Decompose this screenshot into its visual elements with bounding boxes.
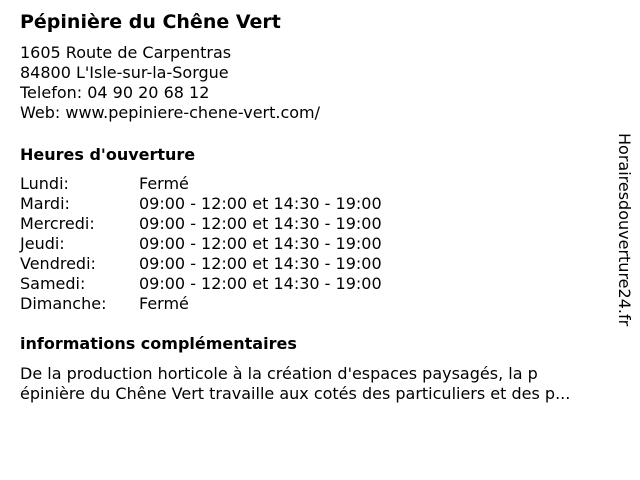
day-label: Vendredi: xyxy=(20,254,96,273)
day-hours: 09:00 - 12:00 et 14:30 - 19:00 xyxy=(139,234,382,253)
phone-number: Telefon: 04 90 20 68 12 xyxy=(20,83,210,102)
hours-heading: Heures d'ouverture xyxy=(20,145,196,164)
description xyxy=(20,364,600,404)
day-label: Mercredi: xyxy=(20,214,95,233)
business-name: Pépinière du Chêne Vert xyxy=(20,11,281,33)
watermark-text: Horairesdouverture24.fr xyxy=(615,133,634,327)
address-block xyxy=(20,43,320,123)
info-heading: informations complémentaires xyxy=(20,334,297,353)
day-hours: 09:00 - 12:00 et 14:30 - 19:00 xyxy=(139,194,382,213)
day-label: Lundi: xyxy=(20,174,69,193)
day-label: Dimanche: xyxy=(20,294,107,313)
day-hours: 09:00 - 12:00 et 14:30 - 19:00 xyxy=(139,254,382,273)
address-street: 1605 Route de Carpentras xyxy=(20,43,232,62)
day-label: Jeudi: xyxy=(20,234,65,253)
day-label: Mardi: xyxy=(20,194,70,213)
website: Web: www.pepiniere-chene-vert.com/ xyxy=(20,103,321,122)
description-line: De la production horticole à la création d'espaces paysagés, la p xyxy=(20,364,538,383)
description-line: épinière du Chêne Vert travaille aux cotés des particuliers et des p... xyxy=(20,384,571,403)
address-city: 84800 L'Isle-sur-la-Sorgue xyxy=(20,63,229,82)
day-hours: 09:00 - 12:00 et 14:30 - 19:00 xyxy=(139,214,382,233)
day-label: Samedi: xyxy=(20,274,86,293)
day-hours: Fermé xyxy=(139,174,189,193)
day-hours: 09:00 - 12:00 et 14:30 - 19:00 xyxy=(139,274,382,293)
day-hours: Fermé xyxy=(139,294,189,313)
